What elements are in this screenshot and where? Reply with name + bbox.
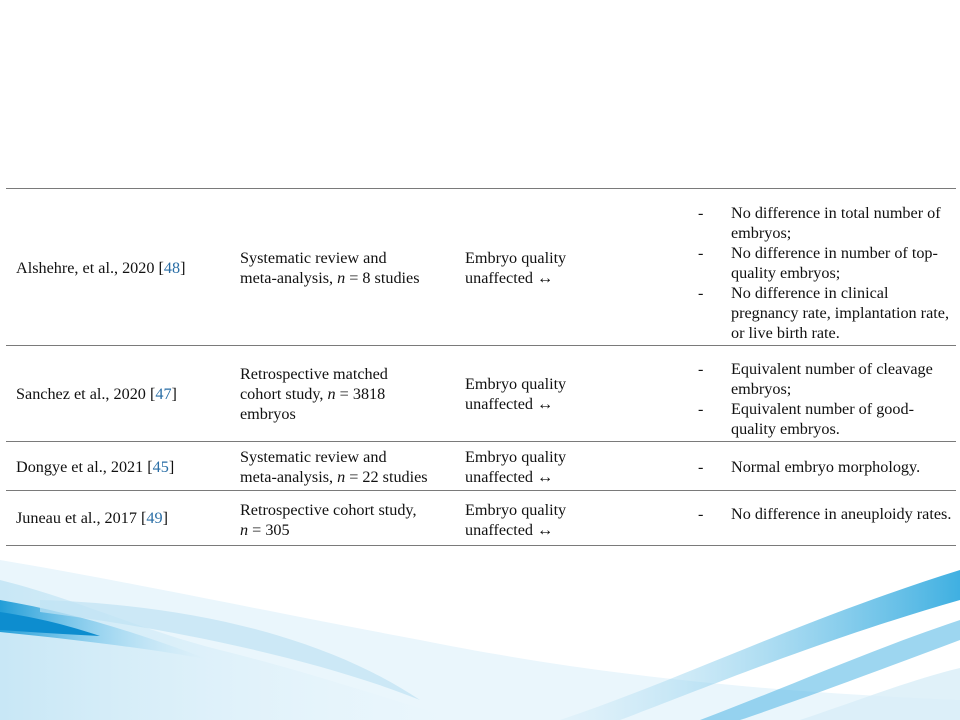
study-design: Retrospective matched cohort study, n = 3818 embryos (240, 365, 388, 423)
reference-link[interactable]: 45 (152, 457, 169, 476)
study-findings (696, 203, 956, 343)
finding-item: - No difference in clinical pregnancy rate, implantation rate, or live birth rate. (698, 284, 949, 342)
finding-item: - Equivalent number of cleavage embryos; (698, 360, 933, 398)
study-author: Dongye et al., 2021 [45] (16, 457, 175, 476)
table-row (6, 490, 956, 546)
study-author: Sanchez et al., 2020 [47] (16, 385, 177, 403)
study-findings (696, 359, 956, 439)
finding-item: - No difference in aneuploidy rates. (698, 505, 952, 523)
reference-link[interactable]: 47 (155, 385, 172, 403)
finding-item: - Equivalent number of good-quality embryos. (698, 400, 914, 438)
reference-link[interactable]: 48 (163, 258, 181, 277)
reference-link[interactable]: 49 (146, 509, 163, 527)
study-findings (696, 504, 956, 524)
study-outcome: Embryo quality unaffected ↔ (465, 248, 567, 287)
study-design: Retrospective cohort study, n = 305 (240, 501, 417, 539)
study-outcome: Embryo quality unaffected ↔ (465, 501, 567, 539)
study-author: Alshehre, et al., 2020 [48] (16, 258, 186, 277)
study-findings (696, 457, 956, 477)
study-outcome: Embryo quality unaffected ↔ (465, 447, 567, 486)
study-author: Juneau et al., 2017 [49] (16, 509, 168, 527)
study-design: Systematic review and meta-analysis, n = 8 studies (240, 248, 420, 287)
finding-item: - No difference in total number of embryos; (698, 204, 941, 242)
table-row (6, 345, 956, 442)
study-outcome: Embryo quality unaffected ↔ (465, 375, 567, 413)
table-row (6, 188, 956, 346)
table-row (6, 441, 956, 491)
finding-item: - Normal embryo morphology. (698, 457, 921, 476)
finding-item: - No difference in number of top-quality embryos; (698, 244, 938, 282)
study-design: Systematic review and meta-analysis, n = 22 studies (240, 447, 428, 486)
